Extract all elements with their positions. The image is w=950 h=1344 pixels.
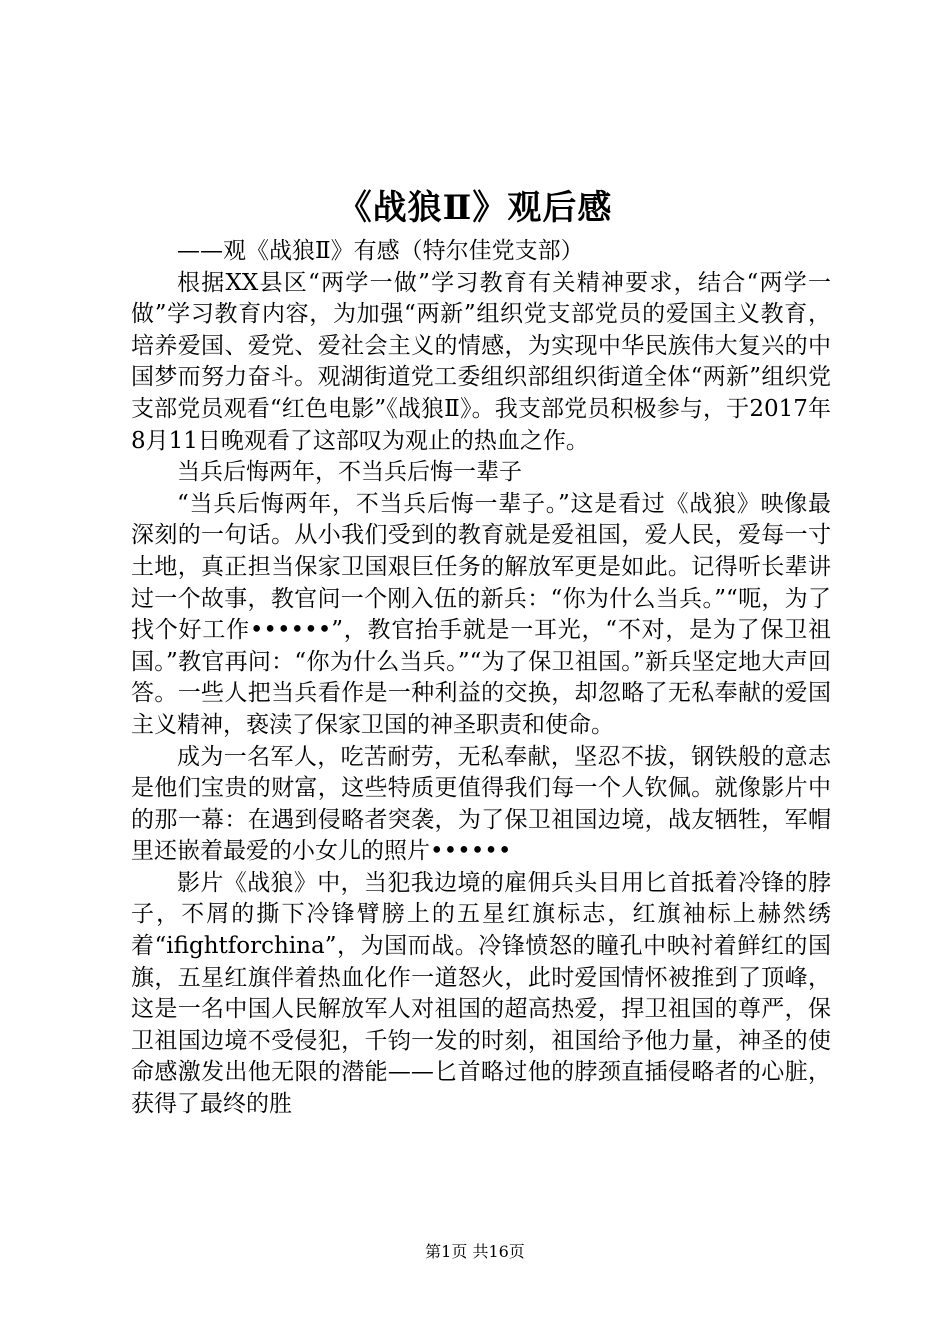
document-subtitle: ——观《战狼Ⅱ》有感（特尔佳党支部）	[177, 238, 584, 264]
document-body	[131, 236, 831, 1121]
document-title: 《战狼Ⅱ》观后感	[337, 188, 613, 228]
paragraph-2: “当兵后悔两年，不当兵后悔一辈子。”这是看过《战狼》映像最深刻的一句话。从小我们受到的教育就是爱祖国，爱人民，爱每一寸土地，真正担当保家卫国艰巨任务的解放军更是如此。记得听长辈讲过一个故事，教官问一个刚入伍的新兵：“你为什么当兵。”“呃，为了找个好工作••••••”，教官抬手就是一耳光，“不对，是为了保卫祖国。”教官再问：“你为什么当兵。”“为了保卫祖国。”新兵坚定地大声回答。一些人把当兵看作是一种利益的交换，却忽略了无私奉献的爱国主义精神，亵渎了保家卫国的神圣职责和使命。	[131, 490, 831, 738]
paragraph-3: 成为一名军人，吃苦耐劳，无私奉献，坚忍不拔，钢铁般的意志是他们宝贵的财富，这些特质更值得我们每一个人钦佩。就像影片中的那一幕：在遇到侵略者突袭，为了保卫祖国边境，战友牺牲，军帽里还嵌着最爱的小女儿的照片••••••	[131, 743, 831, 865]
paragraph-1: 根据XX县区“两学一做”学习教育有关精神要求，结合“两学一做”学习教育内容，为加强“两新”组织党支部党员的爱国主义教育，培养爱国、爱党、爱社会主义的情感，为实现中华民族伟大复兴的中国梦而努力奋斗。观湖街道党工委组织部组织街道全体“两新”组织党支部党员观看“红色电影”《战狼Ⅱ》。我支部党员积极参与，于2017年8月11日晚观看了这部叹为观止的热血之作。	[131, 269, 831, 454]
section-heading: 当兵后悔两年，不当兵后悔一辈子	[177, 459, 522, 486]
paragraph-4: 影片《战狼》中，当犯我边境的雇佣兵头目用匕首抵着冷锋的脖子，不屑的撕下冷锋臂膀上的五星红旗标志，红旗袖标上赫然绣着“ifightforchina”，为国而战。冷锋愤怒的瞳孔中映衬着鲜红的国旗，五星红旗伴着热血化作一道怒火，此时爱国情怀被推到了顶峰，这是一名中国人民解放军人对祖国的超高热爱，捍卫祖国的尊严，保卫祖国边境不受侵犯，千钧一发的时刻，祖国给予他力量，神圣的使命感激发出他无限的潜能——匕首略过他的脖颈直插侵略者的心脏，获得了最终的胜	[131, 869, 831, 1118]
page-number-footer: 第1页 共16页	[425, 1242, 525, 1261]
